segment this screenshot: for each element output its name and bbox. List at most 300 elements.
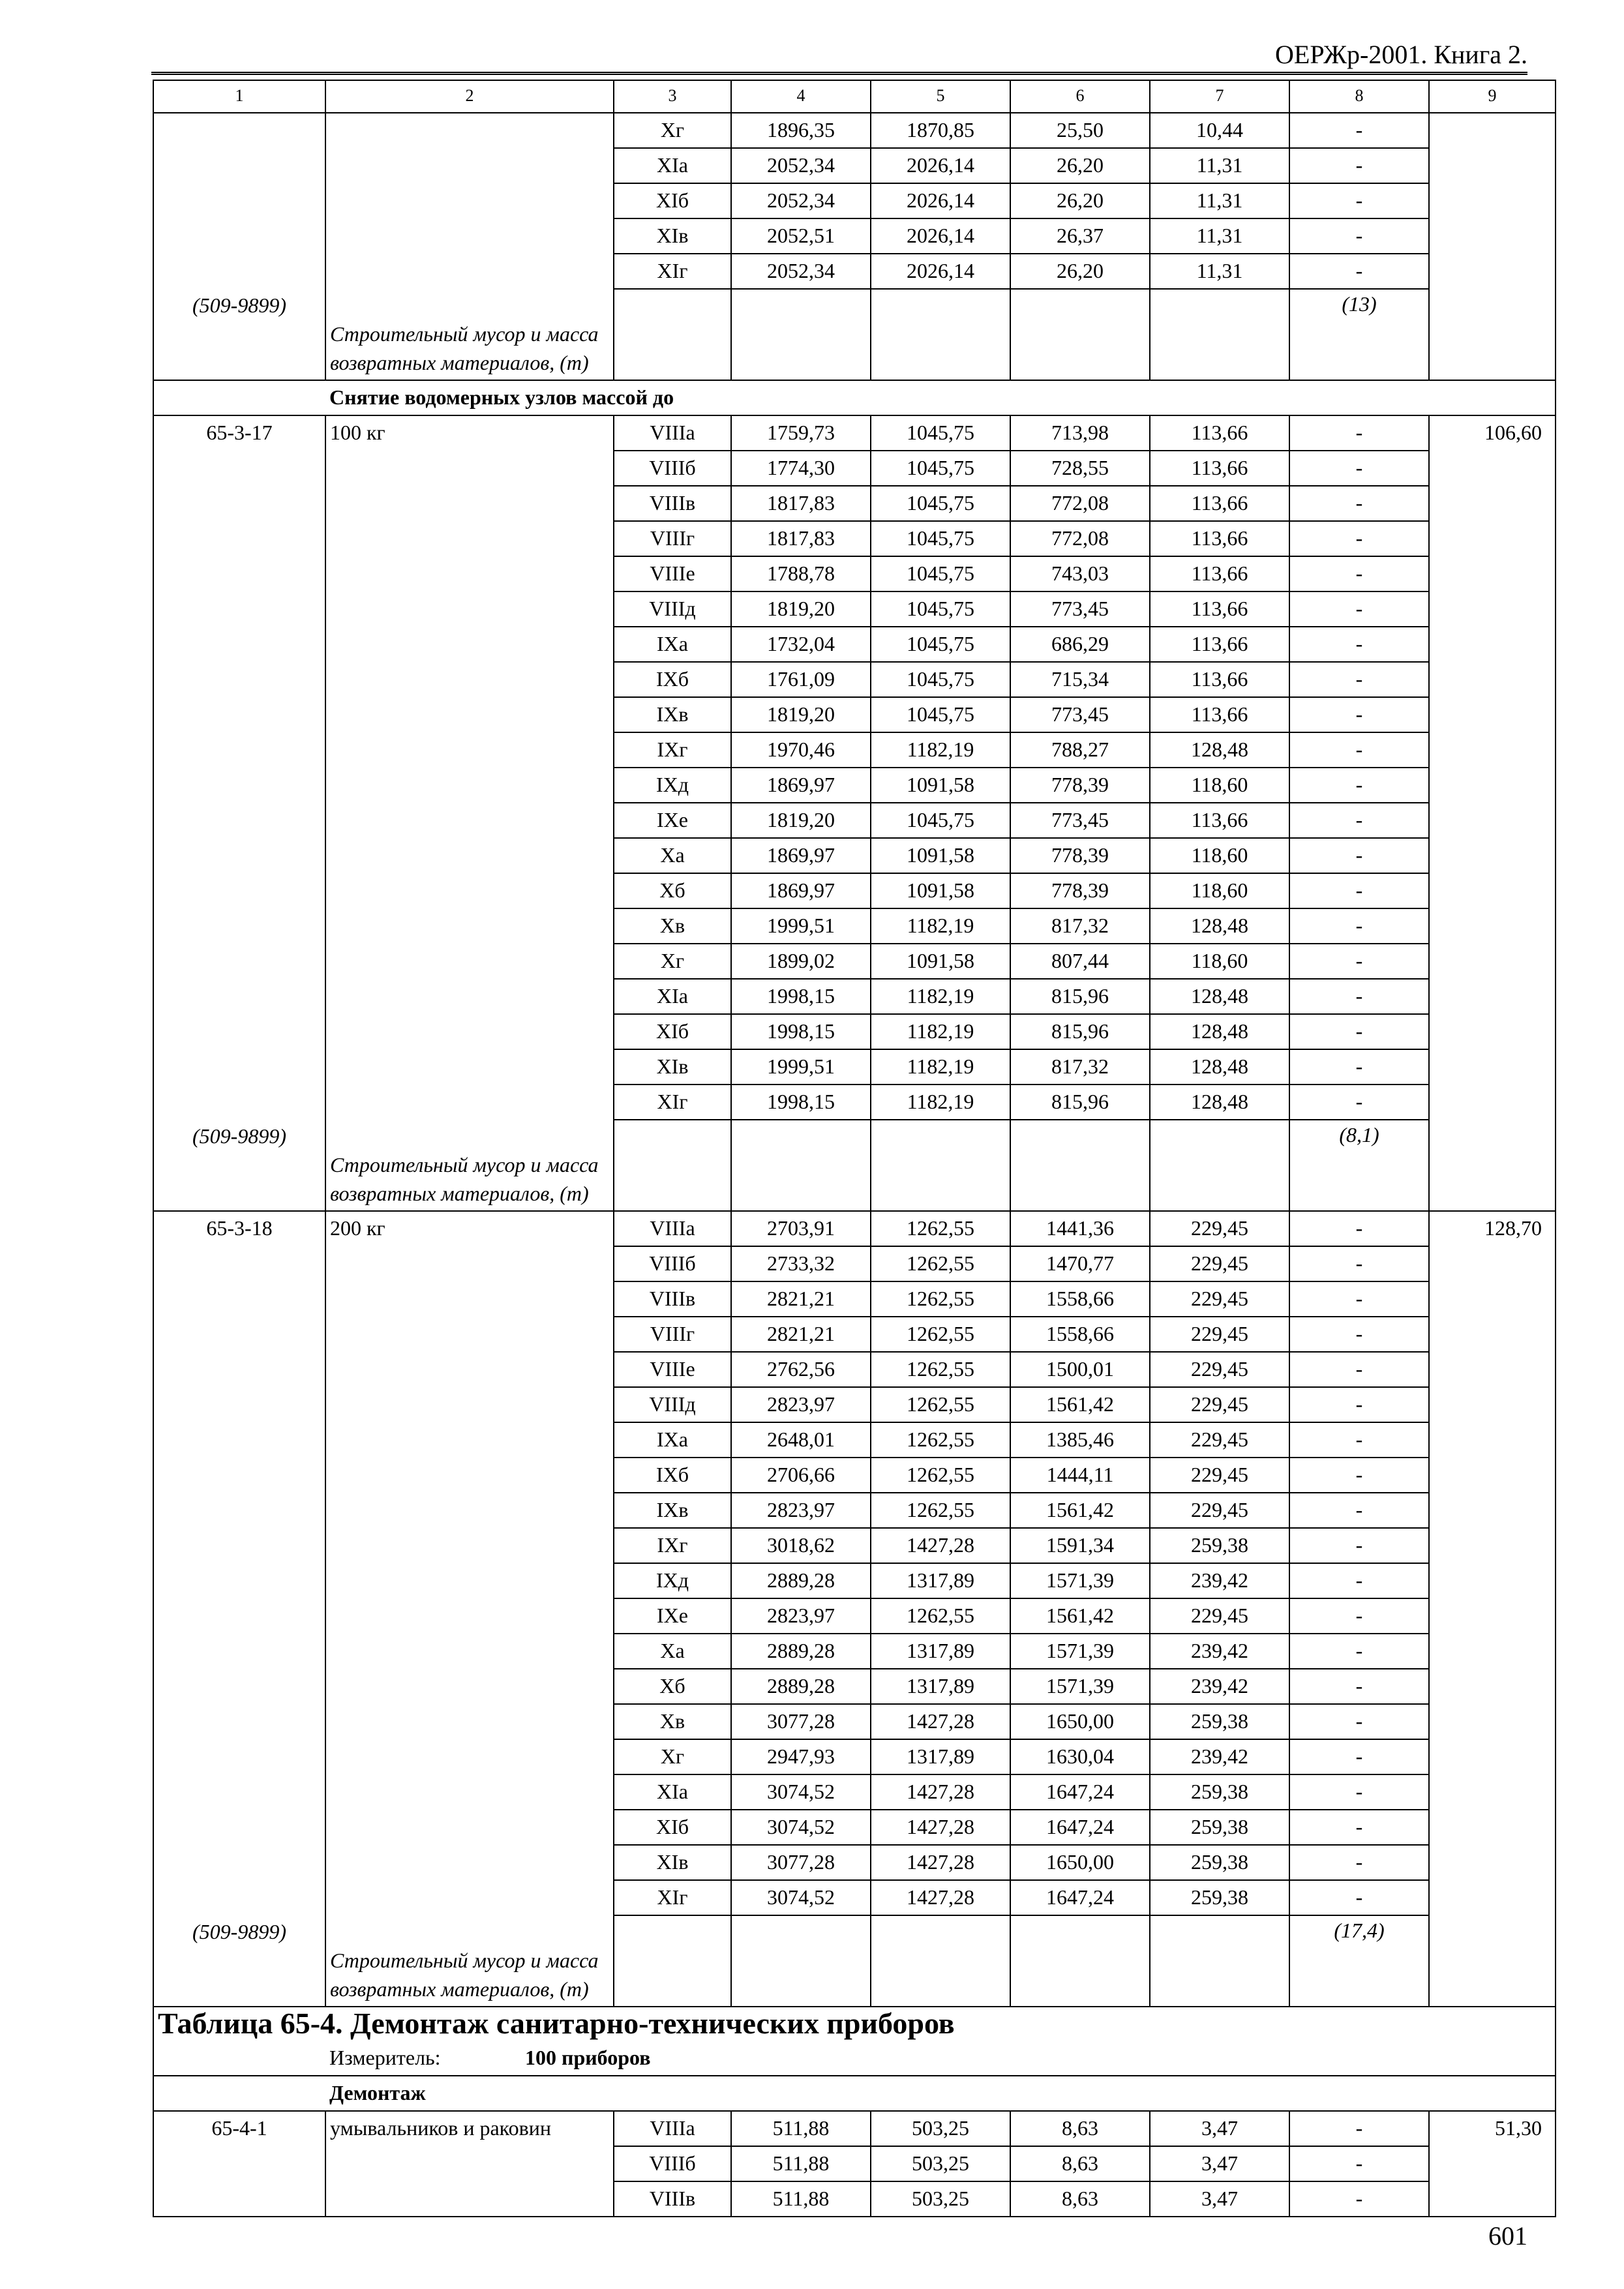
value-cell: 1262,55 [871, 1598, 1010, 1634]
value-cell: 3,47 [1150, 2146, 1289, 2181]
value-cell: 2823,97 [731, 1387, 871, 1422]
value-cell: - [1289, 451, 1429, 486]
value-cell: - [1289, 1845, 1429, 1880]
value-cell: 26,20 [1010, 254, 1150, 289]
value-cell: 1262,55 [871, 1281, 1010, 1317]
entry-description: умывальников и раковин [325, 2111, 614, 2217]
value-cell: - [1289, 1739, 1429, 1774]
entry-code: 65-3-17 (509-9899) [153, 415, 325, 1211]
value-cell: 1819,20 [731, 591, 871, 627]
value-cell: 2947,93 [731, 1739, 871, 1774]
value-cell: - [1289, 1598, 1429, 1634]
value-cell: 259,38 [1150, 1774, 1289, 1810]
zone-cell: VIIIа [614, 2111, 731, 2146]
zone-cell: XIв [614, 1049, 731, 1085]
column-number: 6 [1010, 80, 1150, 113]
value-cell: 511,88 [731, 2111, 871, 2146]
value-cell: - [1289, 979, 1429, 1014]
labor-cost: 106,60 [1429, 415, 1556, 1211]
page-number: 601 [1488, 2221, 1527, 2251]
measure-cell [325, 2041, 1556, 2076]
value-cell: 1761,09 [731, 662, 871, 697]
value-cell: 1262,55 [871, 1352, 1010, 1387]
empty-cell [1150, 1120, 1289, 1211]
value-cell: 1262,55 [871, 1458, 1010, 1493]
value-cell: 743,03 [1010, 556, 1150, 591]
empty-cell [153, 2076, 325, 2111]
value-cell: 1262,55 [871, 1317, 1010, 1352]
value-cell: 2762,56 [731, 1352, 871, 1387]
value-cell: 2052,34 [731, 148, 871, 183]
material-description: Строительный мусор и масса возвратных материалов, (т) [330, 1949, 599, 2001]
zone-cell: IXб [614, 662, 731, 697]
value-cell: 715,34 [1010, 662, 1150, 697]
value-cell: 11,31 [1150, 218, 1289, 254]
column-number: 8 [1289, 80, 1429, 113]
empty-cell [1010, 1915, 1150, 2007]
value-cell: 511,88 [731, 2146, 871, 2181]
value-cell: 2889,28 [731, 1563, 871, 1598]
zone-cell: IXд [614, 1563, 731, 1598]
value-cell: 1788,78 [731, 556, 871, 591]
value-cell: 1317,89 [871, 1634, 1010, 1669]
table-row [153, 415, 1556, 451]
value-cell: 239,42 [1150, 1634, 1289, 1669]
value-cell: 1182,19 [871, 908, 1010, 944]
value-cell: 118,60 [1150, 944, 1289, 979]
value-cell: 1999,51 [731, 908, 871, 944]
value-cell: 128,48 [1150, 732, 1289, 768]
zone-cell: IXв [614, 1493, 731, 1528]
value-cell: 229,45 [1150, 1598, 1289, 1634]
value-cell: 1045,75 [871, 486, 1010, 521]
value-cell: 113,66 [1150, 627, 1289, 662]
value-cell: 229,45 [1150, 1352, 1289, 1387]
value-cell: 2052,51 [731, 218, 871, 254]
value-cell: 1817,83 [731, 521, 871, 556]
value-cell: 2026,14 [871, 218, 1010, 254]
value-cell: 788,27 [1010, 732, 1150, 768]
value-cell: 128,48 [1150, 979, 1289, 1014]
value-cell: - [1289, 873, 1429, 908]
value-cell: 2052,34 [731, 183, 871, 218]
labor-cost: 51,30 [1429, 2111, 1556, 2217]
value-cell: 1732,04 [731, 627, 871, 662]
value-cell: - [1289, 1810, 1429, 1845]
value-cell: 229,45 [1150, 1493, 1289, 1528]
empty-cell [731, 1120, 871, 1211]
value-cell: 1091,58 [871, 768, 1010, 803]
value-cell: 2889,28 [731, 1669, 871, 1704]
entry-description: 100 кг Строительный мусор и масса возвратных материалов, (т) [325, 415, 614, 1211]
value-cell: 1427,28 [871, 1845, 1010, 1880]
entry-code-cell [153, 113, 325, 380]
value-cell: - [1289, 183, 1429, 218]
value-cell: 1630,04 [1010, 1739, 1150, 1774]
value-cell: 2889,28 [731, 1634, 871, 1669]
table-row [153, 2111, 1556, 2146]
value-cell: - [1289, 1634, 1429, 1669]
empty-cell [871, 1120, 1010, 1211]
value-cell: 113,66 [1150, 697, 1289, 732]
value-cell: 113,66 [1150, 556, 1289, 591]
value-cell: - [1289, 768, 1429, 803]
zone-cell: XIа [614, 1774, 731, 1810]
zone-cell: VIIIа [614, 1211, 731, 1246]
value-cell: 25,50 [1010, 113, 1150, 148]
value-cell: 807,44 [1010, 944, 1150, 979]
column-number-row [153, 80, 1556, 113]
value-cell: 113,66 [1150, 591, 1289, 627]
value-cell: 1998,15 [731, 979, 871, 1014]
value-cell: 26,20 [1010, 148, 1150, 183]
zone-cell: VIIIб [614, 1246, 731, 1281]
value-cell: 1045,75 [871, 415, 1010, 451]
value-cell: 1998,15 [731, 1085, 871, 1120]
value-cell: 1591,34 [1010, 1528, 1150, 1563]
section-title: Снятие водомерных узлов массой до [325, 380, 1556, 415]
value-cell: - [1289, 1211, 1429, 1246]
value-cell: - [1289, 908, 1429, 944]
value-cell: 2052,34 [731, 254, 871, 289]
value-cell: 1045,75 [871, 556, 1010, 591]
measure-value: 100 приборов [525, 2046, 651, 2069]
value-cell: 1182,19 [871, 979, 1010, 1014]
entry-description: 200 кг Строительный мусор и масса возвратных материалов, (т) [325, 1211, 614, 2007]
zone-cell: XIб [614, 183, 731, 218]
value-cell: - [1289, 627, 1429, 662]
zone-cell: VIIIд [614, 591, 731, 627]
value-cell: 1262,55 [871, 1493, 1010, 1528]
value-cell: - [1289, 1563, 1429, 1598]
column-number: 4 [731, 80, 871, 113]
zone-cell: VIIIб [614, 2146, 731, 2181]
empty-cell [614, 1120, 731, 1211]
value-cell: 511,88 [731, 2181, 871, 2217]
table-title: Таблица 65-4. Демонтаж санитарно-технических приборов [153, 2007, 1556, 2041]
value-cell: 11,31 [1150, 183, 1289, 218]
value-cell: 113,66 [1150, 662, 1289, 697]
zone-cell: VIIIд [614, 1387, 731, 1422]
value-cell: 1561,42 [1010, 1493, 1150, 1528]
empty-cell [871, 289, 1010, 380]
value-cell: 229,45 [1150, 1246, 1289, 1281]
value-cell: 118,60 [1150, 838, 1289, 873]
value-cell: 1385,46 [1010, 1422, 1150, 1458]
zone-cell: Xб [614, 873, 731, 908]
zone-cell: XIб [614, 1014, 731, 1049]
empty-cell [614, 289, 731, 380]
value-cell: 1870,85 [871, 113, 1010, 148]
value-cell: 2823,97 [731, 1493, 871, 1528]
zone-cell: VIIIв [614, 486, 731, 521]
value-cell: 3,47 [1150, 2111, 1289, 2146]
material-description: Строительный мусор и масса возвратных материалов, (т) [330, 322, 599, 374]
value-cell: 1444,11 [1010, 1458, 1150, 1493]
value-cell: 1561,42 [1010, 1387, 1150, 1422]
value-cell: 239,42 [1150, 1563, 1289, 1598]
value-cell: 1817,83 [731, 486, 871, 521]
value-cell: - [1289, 1281, 1429, 1317]
value-cell: 817,32 [1010, 908, 1150, 944]
value-cell: - [1289, 556, 1429, 591]
value-cell: - [1289, 1014, 1429, 1049]
zone-cell: VIIIг [614, 521, 731, 556]
empty-cell [153, 2041, 325, 2076]
value-cell: 8,63 [1010, 2181, 1150, 2217]
value-cell: 1650,00 [1010, 1704, 1150, 1739]
value-cell: - [1289, 148, 1429, 183]
value-cell: 1045,75 [871, 697, 1010, 732]
value-cell: 1045,75 [871, 521, 1010, 556]
value-cell: 815,96 [1010, 1014, 1150, 1049]
zone-cell: Xа [614, 838, 731, 873]
empty-cell [153, 380, 325, 415]
value-cell: - [1289, 697, 1429, 732]
empty-cell [1010, 289, 1150, 380]
value-cell: 3074,52 [731, 1810, 871, 1845]
value-cell: 229,45 [1150, 1387, 1289, 1422]
column-number: 5 [871, 80, 1010, 113]
zone-cell: XIа [614, 979, 731, 1014]
value-cell: 1999,51 [731, 1049, 871, 1085]
value-cell: 686,29 [1010, 627, 1150, 662]
value-cell: 1500,01 [1010, 1352, 1150, 1387]
value-cell: 2733,32 [731, 1246, 871, 1281]
zone-cell: XIв [614, 1845, 731, 1880]
value-cell: 1571,39 [1010, 1634, 1150, 1669]
value-cell: 2821,21 [731, 1317, 871, 1352]
value-cell: - [1289, 486, 1429, 521]
value-cell: - [1289, 1458, 1429, 1493]
value-cell: - [1289, 1422, 1429, 1458]
value-cell: 1182,19 [871, 1049, 1010, 1085]
value-cell: 229,45 [1150, 1281, 1289, 1317]
value-cell: 1427,28 [871, 1704, 1010, 1739]
value-cell: 778,39 [1010, 768, 1150, 803]
value-cell: 10,44 [1150, 113, 1289, 148]
value-cell: 1998,15 [731, 1014, 871, 1049]
value-cell: 773,45 [1010, 591, 1150, 627]
value-cell: - [1289, 1049, 1429, 1085]
value-cell: 118,60 [1150, 768, 1289, 803]
column-number: 3 [614, 80, 731, 113]
value-cell: 1045,75 [871, 627, 1010, 662]
empty-cell [1150, 1915, 1289, 2007]
value-cell: - [1289, 1774, 1429, 1810]
value-cell: 2821,21 [731, 1281, 871, 1317]
zone-cell: VIIIг [614, 1317, 731, 1352]
value-cell: 2706,66 [731, 1458, 871, 1493]
value-cell: 1045,75 [871, 591, 1010, 627]
material-quantity: (17,4) [1289, 1915, 1429, 2007]
value-cell: 3074,52 [731, 1880, 871, 1915]
value-cell: 1896,35 [731, 113, 871, 148]
value-cell: - [1289, 732, 1429, 768]
value-cell: - [1289, 2146, 1429, 2181]
zone-cell: IXд [614, 768, 731, 803]
zone-cell: Xг [614, 1739, 731, 1774]
value-cell: - [1289, 254, 1429, 289]
value-cell: 1558,66 [1010, 1281, 1150, 1317]
value-cell: 772,08 [1010, 521, 1150, 556]
value-cell: 2823,97 [731, 1598, 871, 1634]
value-cell: 1317,89 [871, 1563, 1010, 1598]
value-cell: 259,38 [1150, 1845, 1289, 1880]
zone-cell: XIг [614, 1085, 731, 1120]
value-cell: - [1289, 944, 1429, 979]
value-cell: 1091,58 [871, 873, 1010, 908]
value-cell: 229,45 [1150, 1422, 1289, 1458]
zone-cell: IXе [614, 803, 731, 838]
zone-cell: IXг [614, 732, 731, 768]
zone-cell: Xг [614, 944, 731, 979]
value-cell: 113,66 [1150, 521, 1289, 556]
value-cell: 11,31 [1150, 148, 1289, 183]
entry-code: 65-3-18 (509-9899) [153, 1211, 325, 2007]
zone-cell: VIIIе [614, 1352, 731, 1387]
value-cell: 503,25 [871, 2181, 1010, 2217]
value-cell: 772,08 [1010, 486, 1150, 521]
value-cell: - [1289, 803, 1429, 838]
zone-cell: Xг [614, 113, 731, 148]
value-cell: - [1289, 2181, 1429, 2217]
value-cell: 1869,97 [731, 768, 871, 803]
material-quantity: (13) [1289, 289, 1429, 380]
table-title-row [153, 2007, 1556, 2041]
value-cell: - [1289, 1317, 1429, 1352]
value-cell: 1970,46 [731, 732, 871, 768]
value-cell: 1558,66 [1010, 1317, 1150, 1352]
value-cell: 778,39 [1010, 873, 1150, 908]
value-cell: 3077,28 [731, 1845, 871, 1880]
value-cell: 128,48 [1150, 908, 1289, 944]
value-cell: 11,31 [1150, 254, 1289, 289]
value-cell: 259,38 [1150, 1810, 1289, 1845]
material-description: Строительный мусор и масса возвратных материалов, (т) [330, 1153, 599, 1205]
zone-cell: IXа [614, 627, 731, 662]
value-cell: 229,45 [1150, 1317, 1289, 1352]
value-cell: 713,98 [1010, 415, 1150, 451]
value-cell: 1899,02 [731, 944, 871, 979]
value-cell: 3018,62 [731, 1528, 871, 1563]
value-cell: - [1289, 521, 1429, 556]
value-cell: 128,48 [1150, 1085, 1289, 1120]
value-cell: 1470,77 [1010, 1246, 1150, 1281]
value-cell: - [1289, 1528, 1429, 1563]
zone-cell: VIIIв [614, 1281, 731, 1317]
zone-cell: VIIIб [614, 451, 731, 486]
value-cell: 1819,20 [731, 697, 871, 732]
value-cell: 1819,20 [731, 803, 871, 838]
value-cell: 113,66 [1150, 451, 1289, 486]
value-cell: 728,55 [1010, 451, 1150, 486]
value-cell: 3074,52 [731, 1774, 871, 1810]
value-cell: 1182,19 [871, 732, 1010, 768]
value-cell: 1869,97 [731, 838, 871, 873]
value-cell: 1317,89 [871, 1739, 1010, 1774]
value-cell: 1045,75 [871, 451, 1010, 486]
value-cell: 503,25 [871, 2111, 1010, 2146]
column-number: 2 [325, 80, 614, 113]
value-cell: 1427,28 [871, 1880, 1010, 1915]
value-cell: 239,42 [1150, 1669, 1289, 1704]
value-cell: 128,48 [1150, 1049, 1289, 1085]
value-cell: - [1289, 1704, 1429, 1739]
zone-cell: Xв [614, 908, 731, 944]
value-cell: 26,20 [1010, 183, 1150, 218]
value-cell: - [1289, 113, 1429, 148]
value-cell: 2026,14 [871, 254, 1010, 289]
value-cell: 503,25 [871, 2146, 1010, 2181]
labor-cost: 128,70 [1429, 1211, 1556, 2007]
value-cell: 815,96 [1010, 979, 1150, 1014]
zone-cell: XIг [614, 254, 731, 289]
zone-cell: XIб [614, 1810, 731, 1845]
zone-cell: VIIIв [614, 2181, 731, 2217]
section-row [153, 380, 1556, 415]
table-row [153, 113, 1556, 148]
value-cell: 1262,55 [871, 1211, 1010, 1246]
measure-row [153, 2041, 1556, 2076]
value-cell: 1317,89 [871, 1669, 1010, 1704]
value-cell: 229,45 [1150, 1458, 1289, 1493]
value-cell: 113,66 [1150, 415, 1289, 451]
value-cell: 1571,39 [1010, 1563, 1150, 1598]
value-cell: 259,38 [1150, 1528, 1289, 1563]
zone-cell: VIIIе [614, 556, 731, 591]
value-cell: 1571,39 [1010, 1669, 1150, 1704]
value-cell: - [1289, 1880, 1429, 1915]
zone-cell: VIIIа [614, 415, 731, 451]
value-cell: 259,38 [1150, 1704, 1289, 1739]
value-cell: 1561,42 [1010, 1598, 1150, 1634]
value-cell: 259,38 [1150, 1880, 1289, 1915]
column-number: 7 [1150, 80, 1289, 113]
value-cell: 1647,24 [1010, 1810, 1150, 1845]
value-cell: 1262,55 [871, 1387, 1010, 1422]
value-cell: 1045,75 [871, 803, 1010, 838]
zone-cell: XIа [614, 148, 731, 183]
empty-cell [731, 289, 871, 380]
value-cell: 2703,91 [731, 1211, 871, 1246]
zone-cell: IXб [614, 1458, 731, 1493]
document-title: ОЕРЖр-2001. Книга 2. [1275, 40, 1527, 69]
value-cell: - [1289, 1493, 1429, 1528]
value-cell: 3077,28 [731, 1704, 871, 1739]
value-cell: 1262,55 [871, 1422, 1010, 1458]
material-quantity: (8,1) [1289, 1120, 1429, 1211]
zone-cell: IXа [614, 1422, 731, 1458]
section-row [153, 2076, 1556, 2111]
material-code: (509-9899) [192, 1920, 286, 1943]
value-cell: 778,39 [1010, 838, 1150, 873]
value-cell: 1091,58 [871, 838, 1010, 873]
zone-cell: XIв [614, 218, 731, 254]
value-cell: 2026,14 [871, 183, 1010, 218]
value-cell: - [1289, 838, 1429, 873]
value-cell: 1045,75 [871, 662, 1010, 697]
value-cell: 8,63 [1010, 2111, 1150, 2146]
zone-cell: XIг [614, 1880, 731, 1915]
zone-cell: IXе [614, 1598, 731, 1634]
zone-cell: Xа [614, 1634, 731, 1669]
value-cell: 229,45 [1150, 1211, 1289, 1246]
value-cell: 2648,01 [731, 1422, 871, 1458]
value-cell: 773,45 [1010, 697, 1150, 732]
price-table [153, 80, 1556, 2217]
value-cell: 1759,73 [731, 415, 871, 451]
